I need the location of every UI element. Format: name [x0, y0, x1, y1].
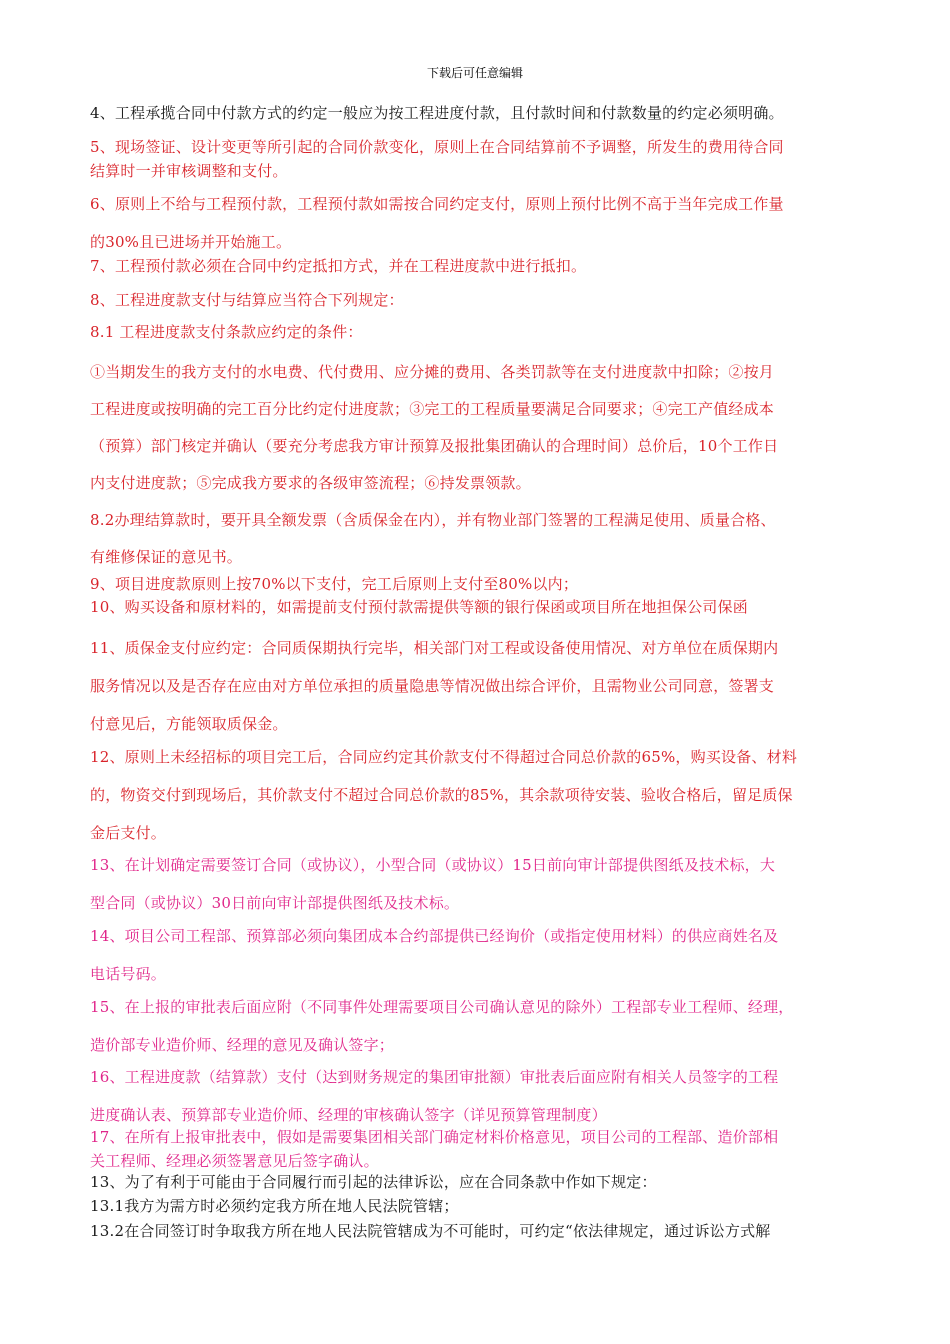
clause-17: [90, 1125, 865, 1173]
clause-14: [90, 917, 865, 993]
clause-4: [90, 103, 865, 123]
clause-13-contract-plan-line-2: 型合同（或协议）30日前向审计部提供图纸及技术标。: [90, 894, 460, 912]
clause-11-line-2: 服务情况以及是否存在应由对方单位承担的质量隐患等情况做出综合评价，且需物业公司同意，签署支: [90, 677, 775, 695]
clause-8: [90, 290, 865, 310]
clause-8-2-line-2: 有维修保证的意见书。: [90, 548, 243, 566]
clause-13-2: [90, 1221, 865, 1241]
clause-13-1: [90, 1196, 865, 1216]
clause-8-2-line-1: 8.2办理结算款时，要开具全额发票（含质保金在内），并有物业部门签署的工程满足使用、质量合格、: [90, 511, 776, 529]
clause-6-line-1: 6、原则上不给与工程预付款，工程预付款如需按合同约定支付，原则上预付比例不高于当年完成工作量: [90, 195, 784, 213]
clause-14-line-1: 14、项目公司工程部、预算部必须向集团成本合约部提供已经询价（或指定使用材料）的供应商姓名及: [90, 927, 779, 945]
clause-5-line-2: 结算时一并审核调整和支付。: [90, 162, 288, 180]
clause-12: [90, 738, 865, 852]
clause-8-1-conditions-line-2: 工程进度或按明确的完工百分比约定付进度款；③完工的工程质量要满足合同要求；④完工产值经成本: [90, 400, 775, 418]
clause-4-line-1: 4、工程承揽合同中付款方式的约定一般应为按工程进度付款，且付款时间和付款数量的约定必须明确。: [90, 104, 784, 122]
clause-13-litigation-line-1: 13、为了有利于可能由于合同履行而引起的法律诉讼，应在合同条款中作如下规定：: [90, 1173, 657, 1191]
clause-16-line-2: 进度确认表、预算部专业造价师、经理的审核确认签字（详见预算管理制度）: [90, 1106, 607, 1124]
clause-9-line-1: 9、项目进度款原则上按70%以下支付，完工后原则上支付至80%以内；: [90, 575, 579, 593]
clause-13-contract-plan: [90, 846, 865, 922]
clause-8-1-conditions-line-1: ①当期发生的我方支付的水电费、代付费用、应分摊的费用、各类罚款等在支付进度款中扣除；②按月: [90, 363, 775, 381]
clause-11-line-3: 付意见后，方能领取质保金。: [90, 715, 288, 733]
clause-9: [90, 574, 865, 594]
clause-11-line-1: 11、质保金支付应约定：合同质保期执行完毕，相关部门对工程或设备使用情况、对方单位在质保期内: [90, 639, 779, 657]
clause-10-line-1: 10、购买设备和原材料的，如需提前支付预付款需提供等额的银行保函或项目所在地担保公司保函: [90, 598, 748, 616]
clause-13-1-line-1: 13.1我方为需方时必须约定我方所在地人民法院管辖；: [90, 1197, 459, 1215]
clause-8-1-conditions-line-4: 内支付进度款；⑤完成我方要求的各级审签流程；⑥持发票领款。: [90, 474, 531, 492]
clause-8-2: [90, 502, 865, 576]
clause-17-line-1: 17、在所有上报审批表中，假如是需要集团相关部门确定材料价格意见，项目公司的工程部、造价部相: [90, 1128, 779, 1146]
clause-5: [90, 135, 865, 183]
clause-8-1: [90, 322, 865, 342]
clause-13-litigation: [90, 1172, 865, 1192]
clause-16: [90, 1058, 865, 1134]
clause-8-1-conditions: [90, 354, 865, 502]
clause-12-line-3: 金后支付。: [90, 824, 167, 842]
clause-10: [90, 597, 865, 617]
clause-6-line-2: 的30%且已进场并开始施工。: [90, 233, 292, 251]
clause-13-contract-plan-line-1: 13、在计划确定需要签订合同（或协议），小型合同（或协议）15日前向审计部提供图纸及技术标，大: [90, 856, 776, 874]
clause-15-line-1: 15、在上报的审批表后面应附（不同事件处理需要项目公司确认意见的除外）工程部专业工程师、经理，: [90, 998, 794, 1016]
clause-12-line-1: 12、原则上未经招标的项目完工后，合同应约定其价款支付不得超过合同总价款的65%，购买设备、材料: [90, 748, 798, 766]
clause-11: [90, 629, 865, 743]
clause-7-line-1: 7、工程预付款必须在合同中约定抵扣方式，并在工程进度款中进行抵扣。: [90, 257, 587, 275]
clause-8-line-1: 8、工程进度款支付与结算应当符合下列规定：: [90, 291, 404, 309]
clause-6: [90, 185, 865, 261]
clause-12-line-2: 的，物资交付到现场后，其价款支付不超过合同总价款的85%，其余款项待安装、验收合格后，留足质保: [90, 786, 793, 804]
clause-17-line-2: 关工程师、经理必须签署意见后签字确认。: [90, 1152, 379, 1170]
clause-8-1-conditions-line-3: （预算）部门核定并确认（要充分考虑我方审计预算及报批集团确认的合理时间）总价后，10个工作日: [90, 437, 779, 455]
clause-14-line-2: 电话号码。: [90, 965, 167, 983]
clause-15: [90, 988, 865, 1064]
clause-13-2-line-1: 13.2在合同签订时争取我方所在地人民法院管辖成为不可能时，可约定“依法律规定，通过诉讼方式解: [90, 1222, 771, 1240]
clause-8-1-line-1: 8.1 工程进度款支付条款应约定的条件：: [90, 323, 363, 341]
clause-7: [90, 256, 865, 276]
clause-15-line-2: 造价部专业造价师、经理的意见及确认签字；: [90, 1036, 395, 1054]
clause-16-line-1: 16、工程进度款（结算款）支付（达到财务规定的集团审批额）审批表后面应附有相关人员签字的工程: [90, 1068, 779, 1086]
page-header: 下载后可任意编辑: [426, 66, 523, 80]
clause-5-line-1: 5、现场签证、设计变更等所引起的合同价款变化，原则上在合同结算前不予调整，所发生的费用待合同: [90, 138, 784, 156]
